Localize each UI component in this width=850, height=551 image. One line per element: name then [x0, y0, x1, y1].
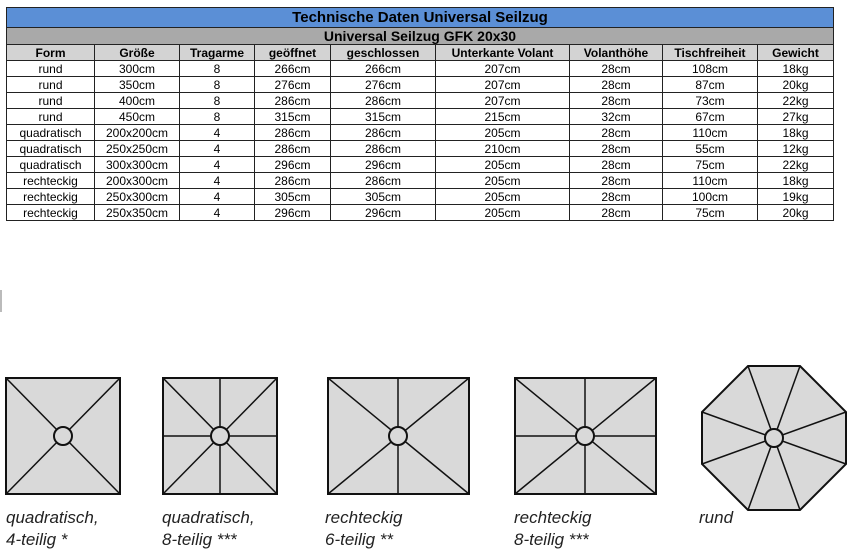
- table-cell: 286cm: [255, 141, 331, 157]
- caption-line1: quadratisch,: [162, 508, 255, 527]
- column-header: Tischfreiheit: [663, 45, 758, 61]
- caption-line2: 8-teilig ***: [162, 530, 237, 549]
- table-cell: 12kg: [758, 141, 834, 157]
- table-cell: 286cm: [255, 173, 331, 189]
- table-cell: 20kg: [758, 77, 834, 93]
- caption-line1: rechteckig: [514, 508, 592, 527]
- column-header: Tragarme: [180, 45, 255, 61]
- table-cell: 296cm: [255, 157, 331, 173]
- table-cell: 207cm: [436, 61, 570, 77]
- caption-square-8-part: [162, 507, 255, 551]
- table-cell: 250x300cm: [95, 189, 180, 205]
- caption-line2: 4-teilig *: [6, 530, 68, 549]
- table-cell: 73cm: [663, 93, 758, 109]
- table-cell: 28cm: [570, 189, 663, 205]
- diagram-square-8-part: [161, 376, 279, 496]
- table-cell: 296cm: [331, 205, 436, 221]
- table-cell: 286cm: [255, 125, 331, 141]
- table-cell: 110cm: [663, 125, 758, 141]
- table-cell: 32cm: [570, 109, 663, 125]
- table-row: [7, 109, 834, 125]
- left-edge-mark: [0, 290, 2, 312]
- table-cell: 276cm: [255, 77, 331, 93]
- table-cell: 286cm: [331, 93, 436, 109]
- table-cell: 19kg: [758, 189, 834, 205]
- column-header: Gewicht: [758, 45, 834, 61]
- table-cell: rechteckig: [7, 173, 95, 189]
- table-cell: 28cm: [570, 77, 663, 93]
- column-header: Größe: [95, 45, 180, 61]
- table-cell: 4: [180, 157, 255, 173]
- table-cell: 8: [180, 77, 255, 93]
- table-cell: 200x200cm: [95, 125, 180, 141]
- column-header: Form: [7, 45, 95, 61]
- table-cell: 266cm: [255, 61, 331, 77]
- table-cell: 8: [180, 61, 255, 77]
- diagram-rectangle-6-part: [326, 376, 471, 496]
- diagram-rectangle-8-part: [513, 376, 658, 496]
- table-cell: 266cm: [331, 61, 436, 77]
- table-cell: 315cm: [255, 109, 331, 125]
- table-body: [7, 61, 834, 221]
- table-cell: rund: [7, 109, 95, 125]
- table-cell: 22kg: [758, 157, 834, 173]
- caption-line1: rund: [699, 508, 734, 527]
- table-cell: rund: [7, 61, 95, 77]
- table-cell: 305cm: [255, 189, 331, 205]
- table-cell: quadratisch: [7, 157, 95, 173]
- table-cell: 4: [180, 173, 255, 189]
- column-header: Volanthöhe: [570, 45, 663, 61]
- diagram-round-8-part: [700, 364, 850, 514]
- caption-rectangle-6-part: [325, 507, 402, 551]
- table-cell: 250x350cm: [95, 205, 180, 221]
- table-cell: 286cm: [331, 125, 436, 141]
- table-cell: 28cm: [570, 157, 663, 173]
- table-cell: 4: [180, 189, 255, 205]
- caption-rectangle-8-part: [514, 507, 591, 551]
- table-cell: 315cm: [331, 109, 436, 125]
- table-cell: 28cm: [570, 125, 663, 141]
- table-cell: 55cm: [663, 141, 758, 157]
- table-cell: 286cm: [331, 173, 436, 189]
- table-cell: 200x300cm: [95, 173, 180, 189]
- table-cell: 205cm: [436, 157, 570, 173]
- caption-round: [699, 507, 733, 529]
- caption-line2: 8-teilig ***: [514, 530, 589, 549]
- table-cell: 276cm: [331, 77, 436, 93]
- table-cell: 67cm: [663, 109, 758, 125]
- table-cell: 205cm: [436, 189, 570, 205]
- table-subtitle: Universal Seilzug GFK 20x30: [7, 28, 834, 45]
- table-cell: 4: [180, 141, 255, 157]
- table-cell: 205cm: [436, 125, 570, 141]
- table-row: [7, 61, 834, 77]
- table-row: [7, 141, 834, 157]
- column-header: geöffnet: [255, 45, 331, 61]
- table-cell: 400cm: [95, 93, 180, 109]
- header-row: [7, 45, 834, 61]
- table-cell: 18kg: [758, 125, 834, 141]
- table-cell: 27kg: [758, 109, 834, 125]
- table-title: Technische Daten Universal Seilzug: [7, 8, 834, 28]
- table-cell: 205cm: [436, 173, 570, 189]
- table-cell: 28cm: [570, 61, 663, 77]
- table-cell: 8: [180, 109, 255, 125]
- caption-line1: quadratisch,: [6, 508, 99, 527]
- table-cell: 210cm: [436, 141, 570, 157]
- table-cell: 205cm: [436, 205, 570, 221]
- table-cell: 8: [180, 93, 255, 109]
- caption-line2: 6-teilig **: [325, 530, 394, 549]
- table-cell: 22kg: [758, 93, 834, 109]
- table-cell: 250x250cm: [95, 141, 180, 157]
- table-cell: quadratisch: [7, 141, 95, 157]
- table-cell: 75cm: [663, 157, 758, 173]
- table-cell: 4: [180, 125, 255, 141]
- table-cell: 300x300cm: [95, 157, 180, 173]
- table-cell: rechteckig: [7, 189, 95, 205]
- table-cell: 207cm: [436, 77, 570, 93]
- table-row: [7, 205, 834, 221]
- table-cell: 28cm: [570, 205, 663, 221]
- table-cell: 75cm: [663, 205, 758, 221]
- table-cell: 450cm: [95, 109, 180, 125]
- table-cell: 100cm: [663, 189, 758, 205]
- table-row: [7, 173, 834, 189]
- table-cell: 87cm: [663, 77, 758, 93]
- table-cell: 18kg: [758, 173, 834, 189]
- column-header: geschlossen: [331, 45, 436, 61]
- table-row: [7, 125, 834, 141]
- table-cell: rund: [7, 77, 95, 93]
- table-cell: 300cm: [95, 61, 180, 77]
- table-cell: 18kg: [758, 61, 834, 77]
- column-header: Unterkante Volant: [436, 45, 570, 61]
- table-row: [7, 189, 834, 205]
- table-cell: 4: [180, 205, 255, 221]
- table-cell: 28cm: [570, 141, 663, 157]
- table-cell: quadratisch: [7, 125, 95, 141]
- table-row: [7, 157, 834, 173]
- table-cell: 286cm: [331, 141, 436, 157]
- table-cell: 286cm: [255, 93, 331, 109]
- table-cell: 20kg: [758, 205, 834, 221]
- table-cell: 110cm: [663, 173, 758, 189]
- caption-square-4-part: [6, 507, 99, 551]
- table-cell: 28cm: [570, 93, 663, 109]
- table-cell: 296cm: [331, 157, 436, 173]
- table-cell: 108cm: [663, 61, 758, 77]
- table-cell: 296cm: [255, 205, 331, 221]
- spec-table: [6, 7, 834, 221]
- table-row: [7, 93, 834, 109]
- table-cell: 215cm: [436, 109, 570, 125]
- table-cell: 305cm: [331, 189, 436, 205]
- table-cell: 350cm: [95, 77, 180, 93]
- table-cell: rund: [7, 93, 95, 109]
- table-cell: 207cm: [436, 93, 570, 109]
- table-cell: rechteckig: [7, 205, 95, 221]
- table-row: [7, 77, 834, 93]
- diagram-square-4-part: [4, 376, 122, 496]
- table-cell: 28cm: [570, 173, 663, 189]
- caption-line1: rechteckig: [325, 508, 403, 527]
